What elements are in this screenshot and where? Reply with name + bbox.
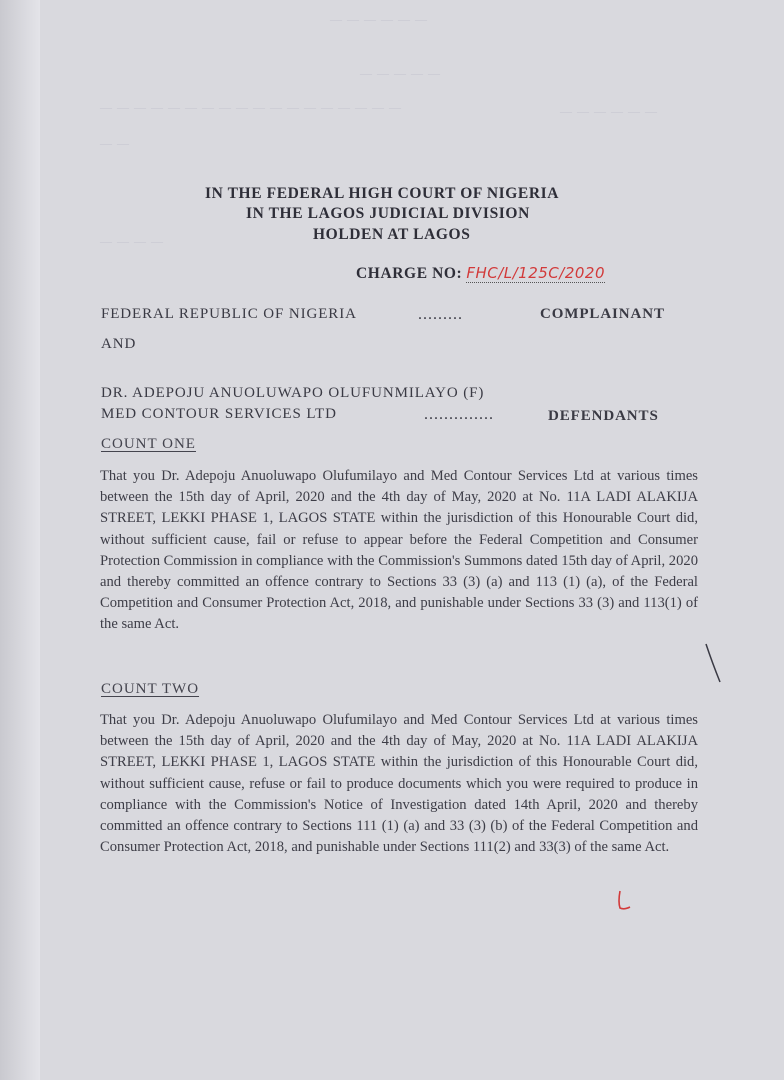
count-one-heading: COUNT ONE bbox=[101, 436, 196, 452]
charge-number-label: CHARGE NO: bbox=[356, 265, 463, 282]
bleed-through-text: — — bbox=[100, 136, 130, 150]
complainant-role: COMPLAINANT bbox=[540, 306, 665, 322]
handwritten-initial-mark bbox=[612, 888, 636, 914]
defendant-2: MED CONTOUR SERVICES LTD bbox=[101, 406, 337, 422]
and-label: AND bbox=[101, 336, 137, 352]
count-two-heading: COUNT TWO bbox=[101, 681, 200, 697]
charge-number-value: FHC/L/125C/2020 bbox=[466, 264, 606, 282]
leader-dots: ......... bbox=[418, 306, 463, 323]
scanner-edge bbox=[0, 0, 40, 1080]
defendant-1: DR. ADEPOJU ANUOLUWAPO OLUFUNMILAYO (F) bbox=[101, 385, 485, 401]
count-two-text: That you Dr. Adepoju Anuoluwapo Olufumilayo and Med Contour Services Ltd at various times between the 15th day of April, 2020 and the 4th day of May, 2020 at No. 11A LADI ALAKIJA STREET, LEKKI PHASE 1, LAGOS STATE within the jurisdiction of this Honourable Court did, without sufficient cause, refuse or fail to produce documents which you were required to produce in compliance with the Commission's Notice of Investigation dated 14th April, 2020 and thereby committed an offence contrary to Sections 111 (1) (a) and 33 (3) (b) of the Federal Competition and Consumer Protection Act, 2018, and punishable under Sections 111(2) and 33(3) of the same Act. bbox=[100, 712, 698, 856]
count-one-text: That you Dr. Adepoju Anuoluwapo Olufumilayo and Med Contour Services Ltd at various times between the 15th day of April, 2020 and the 4th day of May, 2020 at No. 11A LADI ALAKIJA STREET, LEKKI PHASE 1, LAGOS STATE within the jurisdiction of this Honourable Court did, without sufficient cause, fail or refuse to appear before the Federal Competition and Consumer Protection Commission in compliance with the Commission's Summons dated 15th day of April, 2020 and thereby committed an offence contrary to Sections 33 (3) (a) and 113 (1) (a), of the Federal Competition and Consumer Protection Act, 2018, and punishable under Sections 33 (3) and 113(1) of the same Act. bbox=[100, 468, 698, 633]
bleed-through-text: — — — — — — — — — — — — — — — — — — bbox=[100, 100, 402, 114]
complainant-name: FEDERAL REPUBLIC OF NIGERIA bbox=[101, 306, 357, 322]
bleed-through-text: — — — — — bbox=[360, 66, 441, 80]
pen-stroke-mark bbox=[700, 640, 730, 688]
bleed-through-text: — — — — bbox=[100, 234, 164, 248]
leader-dots: .............. bbox=[424, 406, 494, 423]
charge-number bbox=[356, 264, 605, 283]
defendants-role: DEFENDANTS bbox=[548, 408, 659, 424]
bleed-through-text: — — — — — — bbox=[560, 104, 658, 118]
court-heading-line-3: HOLDEN AT LAGOS bbox=[313, 226, 471, 243]
court-heading-line-1: IN THE FEDERAL HIGH COURT OF NIGERIA bbox=[205, 185, 560, 202]
court-heading-line-2: IN THE LAGOS JUDICIAL DIVISION bbox=[246, 205, 530, 222]
bleed-through-text: — — — — — — bbox=[330, 12, 428, 26]
